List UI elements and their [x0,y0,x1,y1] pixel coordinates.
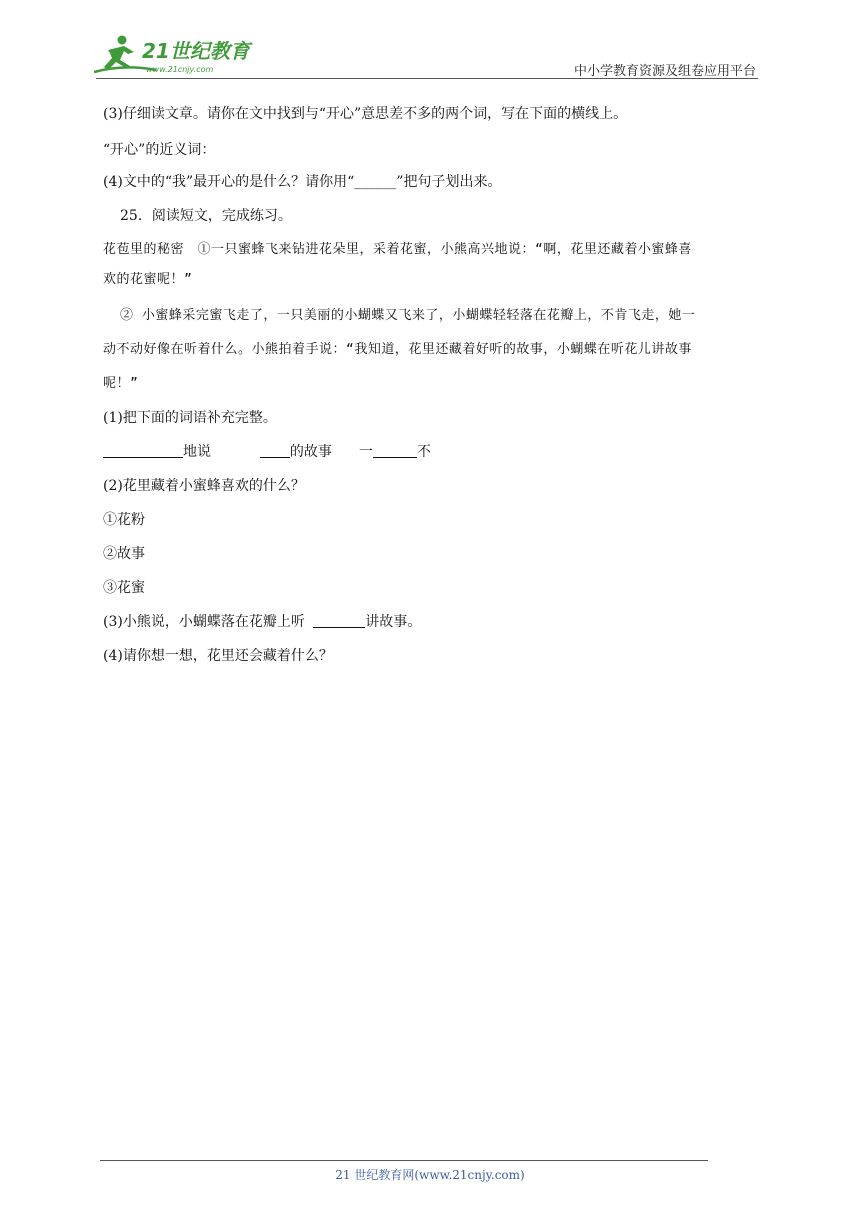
fill-blank-row [103,442,431,462]
q24-part3-answer-label: “开心”的近义词： [103,142,216,158]
passage-line: 呢！” [103,376,139,391]
q25-part3-suffix: 讲故事。 [365,614,422,630]
passage-line: 花苞里的秘密 ①一只蜜蜂飞来钻进花朵里，采着花蜜，小熊高兴地说：“啊，花里还藏着小蜜蜂喜 [103,242,692,257]
q25-part3-prefix: (3)小熊说，小蝴蝶落在花瓣上听 [103,614,305,630]
passage-line: ② 小蜜蜂采完蜜飞走了，一只美丽的小蝴蝶又飞来了，小蝴蝶轻轻落在花瓣上，不肯飞走，她一 [120,308,696,323]
fill-blank-3-suffix: 不 [416,444,431,460]
header-divider [96,78,758,79]
runner-logo-icon [94,34,264,78]
q25-heading: 25．阅读短文，完成练习。 [120,208,292,224]
passage-line: 欢的花蜜呢！” [103,272,193,287]
fill-blank-3[interactable] [373,442,417,458]
fill-blank-1-suffix: 地说 [183,444,211,460]
q25-part1: (1)把下面的词语补充完整。 [103,410,277,426]
fill-blank-3-prefix: 一 [358,444,373,460]
q25-part2: (2)花里藏着小蜜蜂喜欢的什么？ [103,478,305,494]
footer-divider [100,1160,708,1161]
option-item: ③花蜜 [103,580,145,596]
passage-line: 动不动好像在听着什么。小熊拍着手说：“我知道，花里还藏着好听的故事，小蝴蝶在听花儿讲故事 [103,342,692,357]
page-footer: 21 世纪教育网(www.21cnjy.com) [335,1168,525,1182]
fill-blank-4[interactable] [313,612,365,628]
page-header [0,0,860,82]
fill-blank-1[interactable] [103,442,183,458]
option-item: ①花粉 [103,512,145,528]
q25-part4: (4)请你想一想，花里还会藏着什么？ [103,648,333,664]
fill-blank-2-suffix: 的故事 [289,444,332,460]
q24-part4: (4)文中的“我”最开心的是什么？请你用“______”把句子划出来。 [103,174,502,190]
q24-part3: (3)仔细读文章。请你在文中找到与“开心”意思差不多的两个词，写在下面的横线上。 [103,106,628,122]
platform-title: 中小学教育资源及组卷应用平台 [573,64,756,79]
q25-part3 [103,612,421,632]
logo-url: www.21cnjy.com [146,65,214,74]
logo-text: 21世纪教育 [142,39,250,63]
fill-blank-2[interactable] [260,442,290,458]
option-item: ②故事 [103,546,145,562]
logo [94,34,264,78]
